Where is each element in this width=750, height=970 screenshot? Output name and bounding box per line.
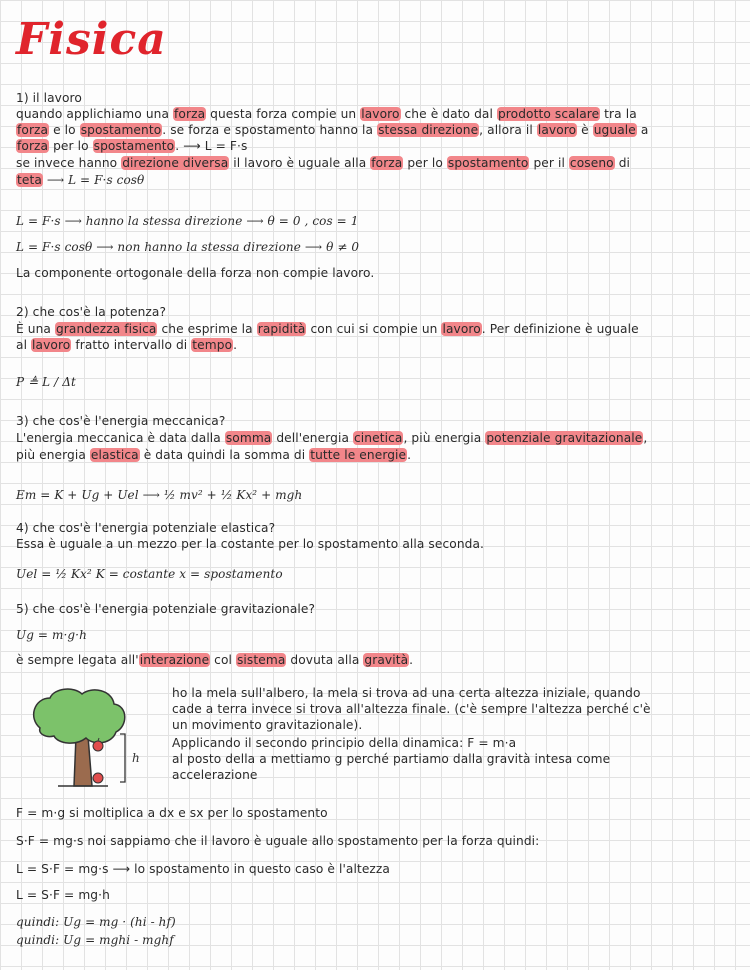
highlight: interazione [139, 653, 210, 667]
s5-formula: Ug = m·g·h [16, 628, 87, 642]
derivation-line-2: S·F = mg·s noi sappiamo che il lavoro è uguale allo spostamento per la forza quindi: [16, 834, 540, 848]
section-2-heading: 2) che cos'è la potenza? [16, 305, 167, 319]
tree-text-line: un movimento gravitazionale). [172, 718, 363, 732]
apple-on-ground [93, 773, 103, 783]
highlight: uguale [593, 123, 636, 137]
s1-formula-1: L = F·s ⟶ hanno la stessa direzione ⟶ θ = 0 , cos = 1 [16, 214, 359, 228]
tree-text-line: ho la mela sull'albero, la mela si trova ad una certa altezza iniziale, quando [172, 686, 641, 700]
highlight: lavoro [442, 322, 481, 336]
apple-tree-drawing [28, 688, 158, 793]
tree-text-line: Applicando il secondo principio della dinamica: F = m·a [172, 736, 517, 750]
highlight: sistema [236, 653, 286, 667]
highlight: rapidità [257, 322, 306, 336]
s5-line-1: è sempre legata all'interazione col sistema dovuta alla gravità. [16, 653, 414, 667]
apple-on-tree [93, 741, 103, 751]
highlight: forza [17, 139, 49, 153]
s4-formula: Uel = ½ Kx² K = costante x = spostamento [16, 567, 283, 581]
s4-line-1: Essa è uguale a un mezzo per la costante per lo spostamento alla seconda. [16, 537, 485, 551]
tree-text-line: cade a terra invece si trova all'altezza finale. (c'è sempre l'altezza perché c'è [172, 702, 651, 716]
tree-crown [34, 689, 125, 743]
section-1-heading: 1) il lavoro [16, 91, 82, 105]
highlight: spostamento [80, 123, 162, 137]
highlight: gravità [364, 653, 409, 667]
highlight: tempo [192, 338, 233, 352]
derivation-line-1: F = m·g si moltiplica a dx e sx per lo spostamento [16, 806, 328, 820]
highlight: teta [17, 173, 42, 187]
s3-formula: Em = K + Ug + Uel ⟶ ½ mv² + ½ Kx² + mgh [16, 488, 303, 502]
highlight: spostamento [93, 139, 175, 153]
s1-formula-3: La componente ortogonale della forza non compie lavoro. [16, 266, 375, 280]
highlight: prodotto scalare [497, 107, 600, 121]
s2-line-1: È una grandezza fisica che esprime la rapidità con cui si compie un lavoro. Per definizione è uguale [16, 322, 639, 336]
section-5-heading: 5) che cos'è l'energia potenziale gravitazionale? [16, 602, 316, 616]
highlight: lavoro [32, 338, 71, 352]
highlight: somma [225, 431, 272, 445]
highlight: forza [17, 123, 49, 137]
highlight: forza [371, 156, 403, 170]
highlight: forza [174, 107, 206, 121]
page-title: Fisica [16, 14, 167, 65]
s1-line-3: forza per lo spostamento. ⟶ L = F·s [17, 139, 248, 153]
highlight: direzione diversa [122, 156, 229, 170]
highlight: cinetica [354, 431, 403, 445]
section-4-heading: 4) che cos'è l'energia potenziale elastica? [16, 521, 276, 535]
s3-line-1: L'energia meccanica è data dalla somma dell'energia cinetica, più energia potenziale gravitazionale, [16, 431, 648, 445]
derivation-line-3: L = S·F = mg·s ⟶ lo spostamento in questo caso è l'altezza [16, 862, 390, 876]
highlight: lavoro [361, 107, 400, 121]
s1-line-2: forza e lo spostamento. se forza e spostamento hanno la stessa direzione, allora il lavoro è uguale a [17, 123, 649, 137]
s3-line-2: più energia elastica è data quindi la somma di tutte le energie. [16, 448, 412, 462]
highlight: tutte le energie [310, 448, 407, 462]
tree-trunk [74, 736, 92, 786]
highlight: lavoro [537, 123, 577, 137]
derivation-line-5: quindi: Ug = mg · (hi - hf) [16, 915, 176, 929]
highlight: stessa direzione [378, 123, 479, 137]
section-3-heading: 3) che cos'è l'energia meccanica? [16, 414, 226, 428]
s2-line-2: al lavoro fratto intervallo di tempo. [16, 338, 238, 352]
derivation-line-4: L = S·F = mg·h [16, 888, 110, 902]
height-bracket [120, 734, 125, 782]
highlight: coseno [569, 156, 614, 170]
highlight: spostamento [447, 156, 529, 170]
tree-text-line: accelerazione [172, 768, 258, 782]
s1-line-5: teta ⟶ L = F·s cosθ [17, 173, 145, 187]
derivation-line-6: quindi: Ug = mghi - mghf [16, 933, 174, 947]
s1-line-1: quando applichiamo una forza questa forza compie un lavoro che è dato dal prodotto scalare tra la [16, 107, 637, 121]
s1-formula-2: L = F·s cosθ ⟶ non hanno la stessa direzione ⟶ θ ≠ 0 [16, 240, 360, 254]
s1-line-4: se invece hanno direzione diversa il lavoro è uguale alla forza per lo spostamento per il coseno di [16, 156, 631, 170]
highlight: elastica [90, 448, 139, 462]
tree-text-line: al posto della a mettiamo g perché partiamo dalla gravità intesa come [172, 752, 611, 766]
s2-formula: P ≜ L / Δt [16, 375, 76, 389]
height-label: h [132, 751, 140, 765]
highlight: potenziale gravitazionale [486, 431, 643, 445]
highlight: grandezza fisica [55, 322, 157, 336]
